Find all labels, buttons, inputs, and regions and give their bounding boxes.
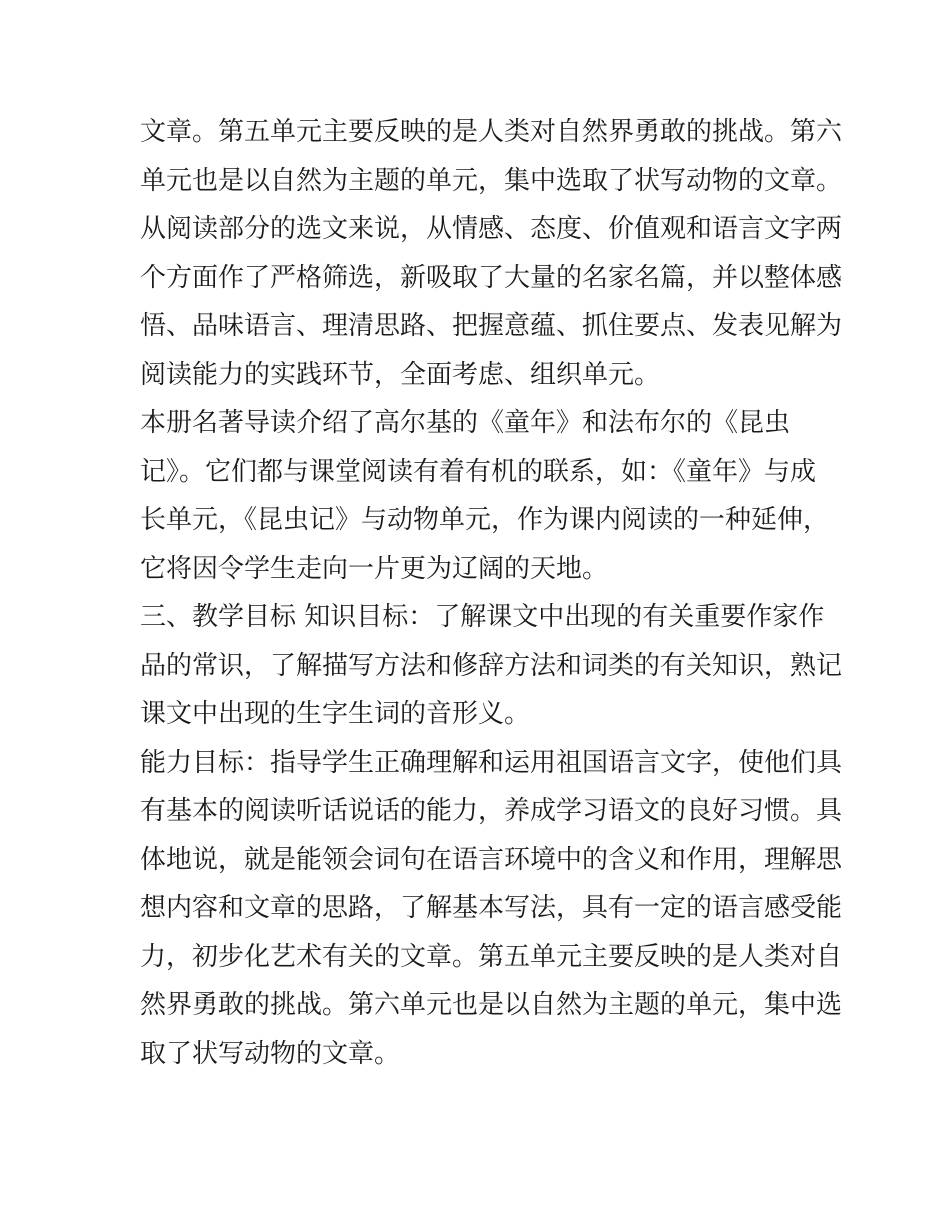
text-line: 取了状写动物的文章。 xyxy=(140,1038,401,1069)
text-line: 文章。第五单元主要反映的是人类对自然界勇敢的挑战。第六 xyxy=(140,117,843,147)
text-line: 本册名著导读介绍了高尔基的《童年》和法布尔的《昆虫 xyxy=(140,408,791,438)
text-line: 记》。它们都与课堂阅读有着有机的联系，如：《童年》与成 xyxy=(140,456,817,487)
text-line: 它将因令学生走向一片更为辽阔的天地。 xyxy=(140,553,609,584)
text-line: 单元也是以自然为主题的单元，集中选取了状写动物的文章。 xyxy=(140,165,843,196)
text-line: 力，初步化艺术有关的文章。第五单元主要反映的是人类对自 xyxy=(140,941,843,972)
text-line: 品的常识，了解描写方法和修辞方法和词类的有关知识，熟记 xyxy=(140,650,843,681)
text-line: 从阅读部分的选文来说，从情感、态度、价值观和语言文字两 xyxy=(140,214,843,244)
text-line: 能力目标：指导学生正确理解和运用祖国语言文字，使他们具 xyxy=(140,747,843,778)
text-line: 体地说，就是能领会词句在语言环境中的含义和作用，理解思 xyxy=(140,844,843,875)
text-line: 悟、品味语言、理清思路、把握意蕴、抓住要点、发表见解为 xyxy=(140,311,843,341)
text-line: 三、教学目标 知识目标：了解课文中出现的有关重要作家作 xyxy=(140,602,825,632)
text-line: 然界勇敢的挑战。第六单元也是以自然为主题的单元，集中选 xyxy=(140,990,843,1020)
text-line: 长单元，《昆虫记》与动物单元，作为课内阅读的一种延伸， xyxy=(140,505,830,535)
text-line: 课文中出现的生字生词的音形义。 xyxy=(140,699,531,729)
text-line: 阅读能力的实践环节，全面考虑、组织单元。 xyxy=(140,359,661,390)
text-line: 有基本的阅读听话说话的能力，养成学习语文的良好习惯。具 xyxy=(140,796,843,826)
text-line: 个方面作了严格筛选，新吸取了大量的名家名篇，并以整体感 xyxy=(140,262,843,293)
text-line: 想内容和文章的思路，了解基本写法，具有一定的语言感受能 xyxy=(140,893,843,923)
body-text xyxy=(140,108,843,1078)
